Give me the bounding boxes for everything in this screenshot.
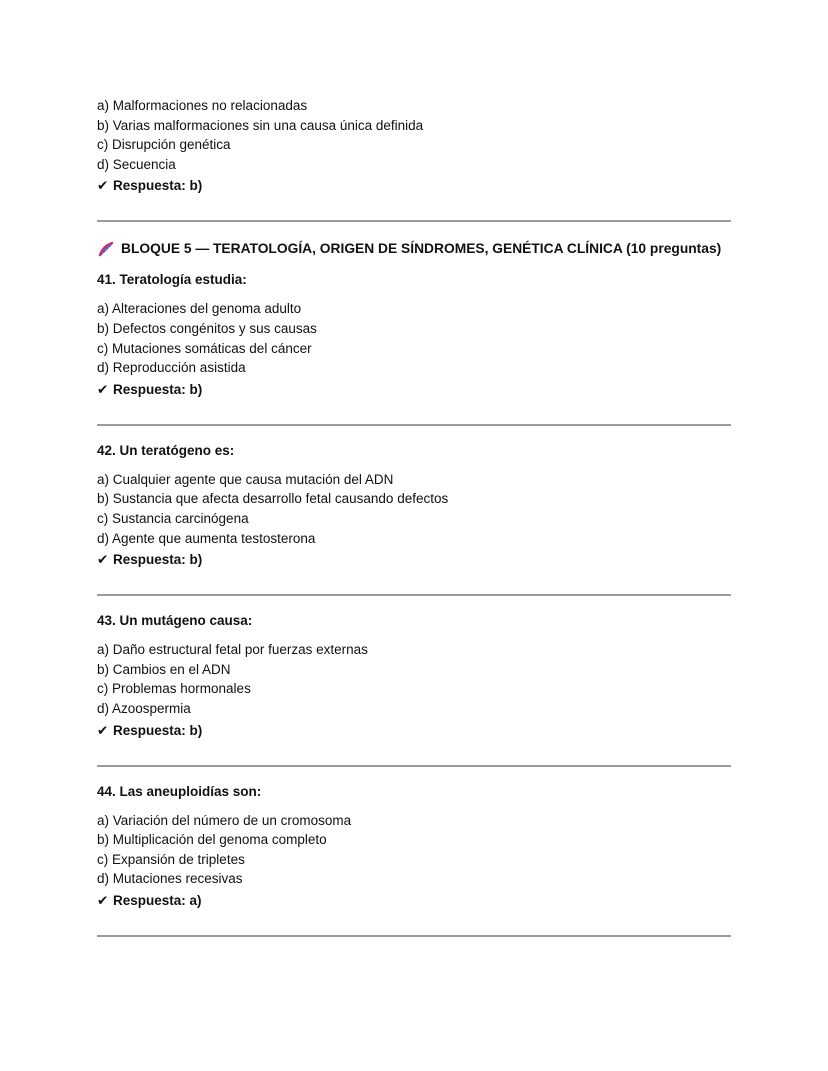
option-d: d) Reproducción asistida [97,360,246,376]
option-d: d) Secuencia [97,156,176,172]
checkmark-icon: ✔ [97,381,109,397]
question-title: 41. Teratología estudia: [97,272,247,288]
question-block [97,441,731,570]
answer-line [97,380,731,400]
question-title: 44. Las aneuploidías son: [97,783,262,799]
option-d: d) Azoospermia [97,700,191,716]
divider [97,594,731,596]
option-b: b) Cambios en el ADN [97,661,231,677]
section-heading [97,239,731,259]
answer-label: Respuesta: a) [113,892,202,908]
checkmark-icon: ✔ [97,892,109,908]
checkmark-icon: ✔ [97,722,109,738]
answer-label: Respuesta: b) [113,722,203,738]
question-block [97,270,731,399]
option-c: c) Problemas hormonales [97,681,251,697]
question-block [97,782,731,911]
answer-line [97,550,731,570]
option-c: c) Disrupción genética [97,137,231,153]
option-c: c) Mutaciones somáticas del cáncer [97,340,312,356]
section-title: BLOQUE 5 — TERATOLOGÍA, ORIGEN DE SÍNDROMES, GENÉTICA CLÍNICA (10 preguntas) [121,241,722,257]
divider [97,220,731,222]
question-title: 42. Un teratógeno es: [97,442,235,458]
option-d: d) Mutaciones recesivas [97,871,243,887]
option-d: d) Agente que aumenta testosterona [97,530,316,546]
option-a: a) Malformaciones no relacionadas [97,98,308,113]
option-a: a) Variación del número de un cromosoma [97,812,352,828]
checkmark-icon: ✔ [97,552,109,568]
question-title: 43. Un mutágeno causa: [97,613,253,629]
checkmark-icon: ✔ [97,178,109,194]
answer-label: Respuesta: b) [113,178,203,194]
answer-label: Respuesta: b) [113,552,203,568]
divider [97,424,731,426]
option-b: b) Multiplicación del genoma completo [97,832,327,848]
option-b: b) Sustancia que afecta desarrollo fetal causando defectos [97,491,449,507]
option-c: c) Sustancia carcinógena [97,510,249,526]
option-a: a) Daño estructural fetal por fuerzas externas [97,642,368,658]
option-b: b) Defectos congénitos y sus causas [97,320,317,336]
prev-question-block [97,96,731,196]
option-a: a) Cualquier agente que causa mutación del ADN [97,471,394,487]
document-page [97,96,731,937]
divider [97,935,731,937]
option-a: a) Alteraciones del genoma adulto [97,301,302,317]
option-c: c) Expansión de tripletes [97,851,245,867]
question-block [97,611,731,740]
answer-label: Respuesta: b) [113,381,203,397]
answer-line [97,176,731,196]
answer-line [97,721,731,741]
option-b: b) Varias malformaciones sin una causa única definida [97,117,424,133]
answer-line [97,891,731,911]
dna-icon [97,240,115,258]
divider [97,765,731,767]
